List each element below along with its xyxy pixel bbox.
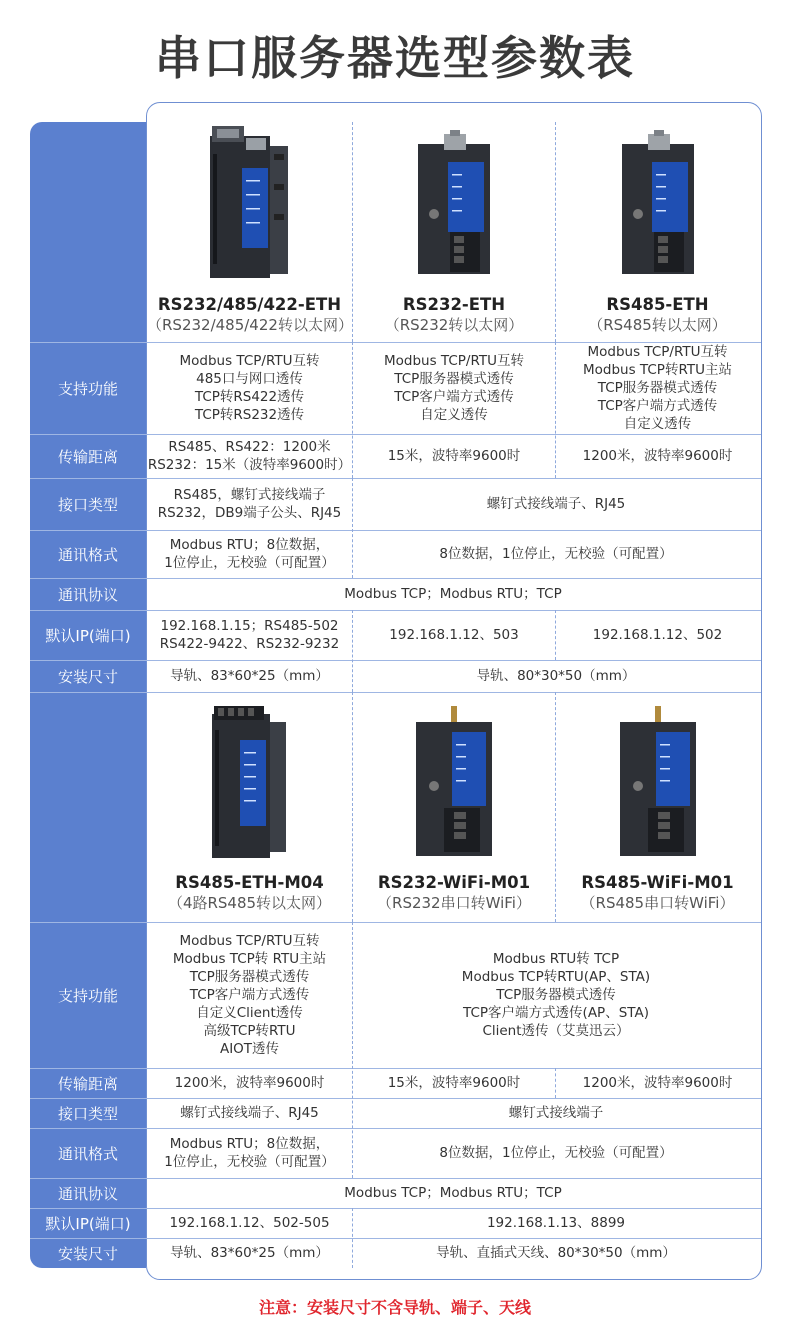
ip-cell: [353, 610, 555, 660]
iface-cell: [147, 478, 352, 530]
func-line: TCP转RS232透传: [194, 407, 305, 423]
dist-line: 1200米，波特率9600时: [582, 448, 733, 464]
dist-line: RS485、RS422：1200米: [168, 439, 331, 455]
iface-cell: [147, 1098, 352, 1128]
fmt-line: 8位数据，1位停止，无校验（可配置）: [439, 1145, 673, 1161]
func-line: TCP服务器模式透传: [394, 371, 514, 387]
func-line: Modbus RTU转 TCP: [492, 951, 620, 967]
func-line: TCP服务器模式透传: [189, 969, 310, 985]
product-desc: （RS232/485/422转以太网）: [147, 316, 353, 334]
device-image: [200, 700, 300, 860]
product-desc: （RS485串口转WiFi）: [580, 894, 735, 912]
proto-line: Modbus TCP；Modbus RTU；TCP: [344, 586, 562, 602]
product-name: RS485-ETH-M04: [175, 873, 324, 892]
func-line: Client透传（艾莫迅云）: [482, 1023, 630, 1039]
ip-cell: [147, 1208, 352, 1238]
dist-cell: [353, 434, 555, 478]
label-size-1: 安装尺寸: [57, 667, 118, 686]
fmt-line: 1位停止，无校验（可配置）: [164, 1154, 335, 1170]
label-func-2: 支持功能: [57, 986, 118, 1005]
size-cell: [353, 1238, 759, 1268]
func-line: 自定义Client透传: [196, 1005, 303, 1021]
dist-cell: [147, 434, 352, 478]
iface-line: 螺钉式接线端子、RJ45: [486, 496, 626, 512]
page-title: 串口服务器选型参数表: [155, 31, 635, 85]
dist-line: 15米，波特率9600时: [387, 1075, 521, 1091]
label-iface-1: 接口类型: [57, 495, 118, 514]
product-desc: （RS232转以太网）: [384, 316, 524, 334]
func-line: Modbus TCP/RTU互转: [587, 344, 728, 360]
label-ip-1: 默认IP(端口): [45, 626, 131, 645]
size-line: 导轨、80*30*50（mm）: [476, 668, 636, 684]
func-line: TCP服务器模式透传: [597, 380, 718, 396]
ip-line: 192.168.1.12、502-505: [169, 1215, 330, 1231]
iface-line: 螺钉式接线端子、RJ45: [180, 1105, 319, 1121]
fmt-cell: [147, 1128, 352, 1178]
size-line: 导轨、83*60*25（mm）: [170, 668, 329, 684]
ip-line: 192.168.1.15；RS485-502: [160, 618, 339, 634]
fmt-line: Modbus RTU；8位数据，: [169, 537, 330, 553]
product-rs485-wifi-m01: [556, 700, 759, 920]
fmt-cell: [353, 1128, 759, 1178]
ip-line: 192.168.1.12、503: [389, 627, 519, 643]
product-rs232-eth: [353, 124, 555, 340]
func-cell: [353, 922, 759, 1068]
device-image: [200, 124, 300, 284]
iface-cell: [353, 478, 759, 530]
footnote: 注意：安装尺寸不含导轨、端子、天线: [258, 1298, 531, 1317]
dist-line: 15米，波特率9600时: [387, 448, 521, 464]
ip-line: RS422-9422、RS232-9232: [159, 636, 340, 652]
label-size-2: 安装尺寸: [57, 1244, 118, 1263]
iface-line: RS485，螺钉式接线端子: [173, 487, 326, 503]
ip-line: 192.168.1.12、502: [592, 627, 723, 643]
func-cell: [147, 922, 352, 1068]
label-iface-2: 接口类型: [57, 1104, 118, 1123]
product-name: RS232/485/422-ETH: [157, 295, 342, 314]
fmt-cell: [353, 530, 759, 578]
func-line: Modbus TCP转RTU(AP、STA): [461, 969, 651, 985]
func-line: 485口与网口透传: [196, 371, 303, 387]
size-cell: [147, 1238, 352, 1268]
dist-line: 1200米，波特率9600时: [174, 1075, 325, 1091]
dist-cell: [556, 434, 759, 478]
func-line: 高级TCP转RTU: [203, 1023, 296, 1039]
size-line: 导轨、83*60*25（mm）: [170, 1245, 329, 1261]
dist-cell: [556, 1068, 759, 1098]
func-line: Modbus TCP转RTU主站: [583, 362, 732, 378]
func-line: AIOT透传: [219, 1041, 280, 1057]
ip-line: 192.168.1.13、8899: [486, 1215, 626, 1231]
func-cell: [147, 342, 352, 434]
device-image: [404, 124, 504, 284]
product-name: RS485-WiFi-M01: [581, 873, 734, 892]
dist-cell: [147, 1068, 352, 1098]
label-proto-2: 通讯协议: [57, 1184, 118, 1203]
func-cell: [353, 342, 555, 434]
iface-cell: [353, 1098, 759, 1128]
row-divider: [30, 692, 761, 693]
product-rs232-485-422-eth: [147, 124, 352, 340]
iface-line: 螺钉式接线端子: [508, 1105, 604, 1121]
ip-cell: [556, 610, 759, 660]
device-image: [404, 700, 504, 860]
func-line: 自定义透传: [420, 407, 488, 423]
product-name: RS485-ETH: [606, 295, 709, 314]
product-name: RS232-ETH: [402, 295, 506, 314]
ip-cell: [147, 610, 352, 660]
label-dist-1: 传输距离: [57, 447, 118, 466]
fmt-line: 1位停止，无校验（可配置）: [164, 555, 335, 571]
product-rs485-eth: [556, 124, 759, 340]
func-line: Modbus TCP转 RTU主站: [172, 951, 327, 967]
label-dist-2: 传输距离: [57, 1074, 118, 1093]
func-line: Modbus TCP/RTU互转: [179, 353, 320, 369]
func-line: Modbus TCP/RTU互转: [383, 353, 525, 369]
func-line: TCP客户端方式透传: [189, 987, 310, 1003]
func-line: TCP转RS422透传: [194, 389, 305, 405]
product-rs485-eth-m04: [147, 700, 352, 920]
func-line: TCP客户端方式透传: [597, 398, 718, 414]
device-image: [608, 124, 708, 284]
label-ip-2: 默认IP(端口): [45, 1214, 131, 1233]
label-fmt-1: 通讯格式: [57, 545, 118, 564]
product-desc: （RS232串口转WiFi）: [377, 894, 531, 912]
product-desc: （RS485转以太网）: [588, 316, 727, 334]
proto-cell: [147, 1178, 759, 1208]
func-line: TCP客户端方式透传(AP、STA): [463, 1005, 649, 1021]
func-line: 自定义透传: [623, 416, 692, 432]
proto-line: Modbus TCP；Modbus RTU；TCP: [344, 1185, 562, 1201]
label-func-1: 支持功能: [57, 379, 118, 398]
fmt-cell: [147, 530, 352, 578]
size-cell: [353, 660, 759, 692]
func-line: TCP客户端方式透传: [394, 389, 514, 405]
device-image: [608, 700, 708, 860]
product-rs232-wifi-m01: [353, 700, 555, 920]
label-fmt-2: 通讯格式: [57, 1144, 118, 1163]
dist-line: 1200米，波特率9600时: [582, 1075, 733, 1091]
label-proto-1: 通讯协议: [57, 585, 118, 604]
dist-cell: [353, 1068, 555, 1098]
product-name: RS232-WiFi-M01: [377, 873, 531, 892]
dist-line: RS232：15米（波特率9600时）: [147, 457, 352, 473]
func-line: Modbus TCP/RTU互转: [179, 933, 320, 949]
func-line: TCP服务器模式透传: [496, 987, 616, 1003]
product-desc: （4路RS485转以太网）: [167, 894, 332, 912]
ip-cell: [353, 1208, 759, 1238]
fmt-line: Modbus RTU；8位数据，: [169, 1136, 330, 1152]
size-cell: [147, 660, 352, 692]
iface-line: RS232，DB9端子公头、RJ45: [157, 505, 342, 521]
size-line: 导轨、直插式天线、80*30*50（mm）: [436, 1245, 676, 1261]
fmt-line: 8位数据，1位停止，无校验（可配置）: [439, 546, 673, 562]
proto-cell: [147, 578, 759, 610]
func-cell: [556, 342, 759, 434]
